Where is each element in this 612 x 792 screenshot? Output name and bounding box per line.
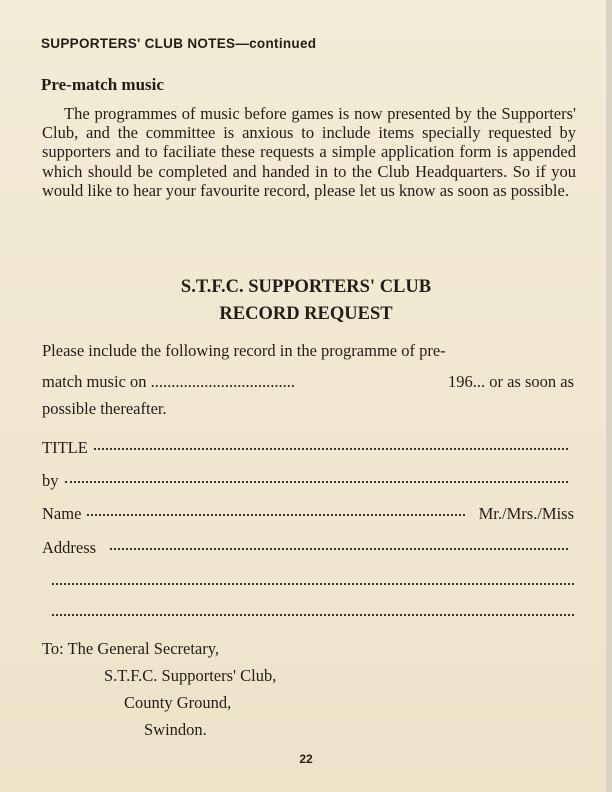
record-title-input-line[interactable] <box>94 448 568 450</box>
send-to-line4: Swindon. <box>144 720 207 739</box>
address-input-line-3[interactable] <box>52 614 574 616</box>
record-title-field[interactable] <box>42 438 574 458</box>
name-input-line[interactable] <box>87 514 464 516</box>
section-heading: Pre-match music <box>41 75 164 94</box>
year-suffix: 196... or as soon as <box>447 372 574 391</box>
name-field[interactable] <box>42 504 574 524</box>
artist-input-line[interactable] <box>65 481 569 483</box>
form-intro-line2 <box>42 372 574 392</box>
name-label: Name <box>42 504 82 523</box>
form-intro-line1: Please include the following record in the programme of pre- <box>42 341 446 360</box>
artist-label: by <box>42 471 59 490</box>
address-input-line-1[interactable] <box>110 548 568 550</box>
running-header: SUPPORTERS' CLUB NOTES—continued <box>41 36 317 51</box>
form-title-line1: S.T.F.C. SUPPORTERS' CLUB <box>180 277 432 297</box>
address-label: Address <box>42 538 97 557</box>
artist-field[interactable] <box>42 471 574 491</box>
date-field-prefix[interactable]: match music on ................................... <box>42 372 295 391</box>
send-to-line2: S.T.F.C. Supporters' Club, <box>104 666 277 685</box>
address-field[interactable] <box>42 538 574 558</box>
record-title-label: TITLE <box>42 438 88 457</box>
body-paragraph: The programmes of music before games is now presented by the Supporters' Club, and the committee is anxious to include items specially requested by supporters and to faciliate these requests a simple application form is appended which should be completed and handed in to the Club Headquarters. So if you would like to hear your favourite record, please let us know as soon as possible. <box>42 104 576 200</box>
send-to-line1: To: The General Secretary, <box>42 639 220 658</box>
form-intro-line3: possible thereafter. <box>42 399 167 418</box>
form-title-line2: RECORD REQUEST <box>219 304 393 324</box>
page-number: 22 <box>299 752 313 766</box>
address-input-line-2[interactable] <box>52 583 574 585</box>
send-to-line3: County Ground, <box>124 693 232 712</box>
title-options: Mr./Mrs./Miss <box>478 504 574 523</box>
